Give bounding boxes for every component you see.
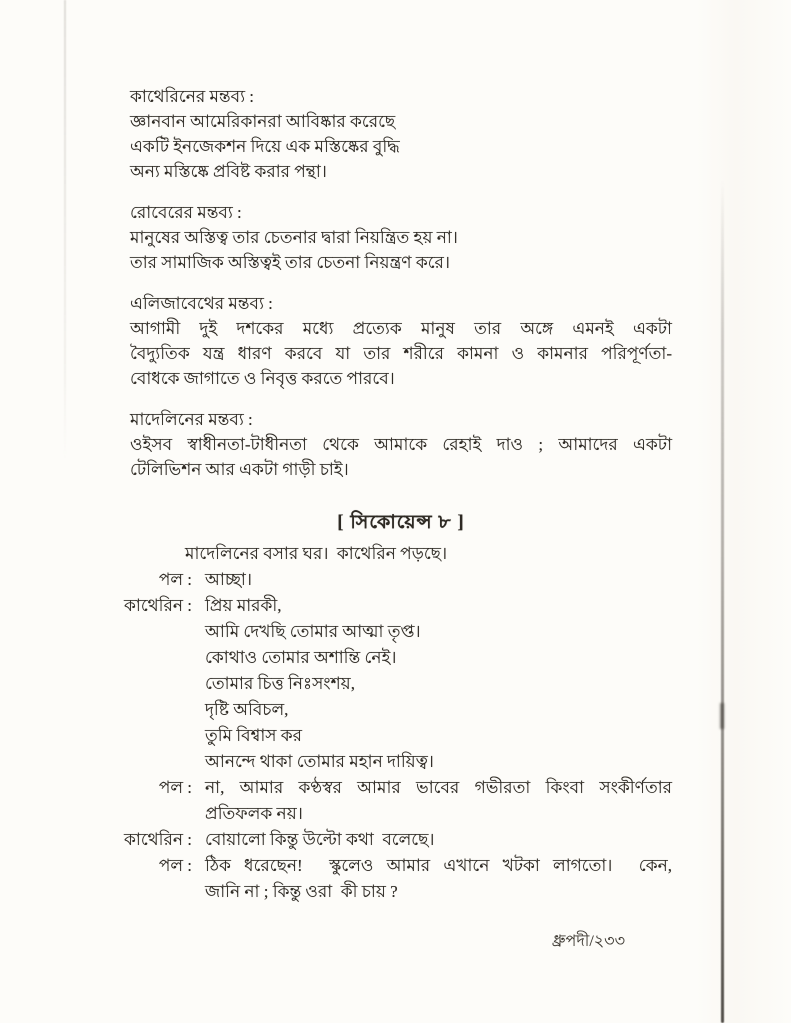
comment-section-madeleine <box>130 407 672 482</box>
dialogue-line: বোয়ালো কিন্তু উল্টো কথা বলেছে। <box>205 830 435 849</box>
speaker-label: কাথেরিন : <box>124 830 192 849</box>
sequence-header: [ সিকোয়েন্স ৮ ] <box>337 512 465 533</box>
speaker-label: পল : <box>158 778 192 797</box>
comment-section-katherine <box>130 84 672 184</box>
dialogue-block <box>118 567 672 905</box>
comment-line: টেলিভিশন আর একটা গাড়ী চাই। <box>130 460 349 479</box>
comment-heading: কাথেরিনের মন্তব্য : <box>130 87 254 106</box>
dialogue-line: ঠিক ধরেছেন! স্কুলেও আমার এখানে খটকা লাগতো। কেন, <box>205 856 672 875</box>
page-footer-number: ধ্রুপদী/২৩৩ <box>551 933 625 950</box>
comment-line: অন্য মস্তিষ্কে প্রবিষ্ট করার পন্থা। <box>130 162 327 181</box>
dialogue-line: দৃষ্টি অবিচল, <box>205 700 289 719</box>
comment-line: বোধকে জাগাতে ও নিবৃত্ত করতে পারবে। <box>130 369 395 388</box>
dialogue-line: কোথাও তোমার অশান্তি নেই। <box>205 648 397 667</box>
stage-direction: মাদেলিনের বসার ঘর। কাথেরিন পড়ছে। <box>185 544 448 563</box>
comment-section-robert <box>130 200 672 275</box>
right-page-edge-scan-artifact <box>721 180 724 1023</box>
comment-line: জ্ঞানবান আমেরিকানরা আবিষ্কার করেছে <box>130 112 396 131</box>
comment-line: ওইসব স্বাধীনতা-টাধীনতা থেকে আমাকে রেহাই দাও ; আমাদের একটা <box>130 435 672 454</box>
dialogue-line: আনন্দে থাকা তোমার মহান দায়িত্ব। <box>205 752 434 771</box>
comment-heading: এলিজাবেথের মন্তব্য : <box>130 294 273 313</box>
dialogue-line: না, আমার কণ্ঠস্বর আমার ভাবের গভীরতা কিংবা সংকীর্ণতার <box>205 778 672 797</box>
comment-line: তার সামাজিক অস্তিত্বই তার চেতনা নিয়ন্ত্রণ করে। <box>130 253 450 272</box>
dialogue-line: প্রতিফলক নয়। <box>205 804 303 823</box>
comment-section-elizabeth <box>130 291 672 391</box>
dialogue-row <box>118 775 672 827</box>
dialogue-text <box>205 593 672 775</box>
dialogue-line: জানি না ; কিন্তু ওরা কী চায় ? <box>205 882 398 901</box>
dialogue-line: তুমি বিশ্বাস কর <box>205 726 302 745</box>
dialogue-text <box>205 775 672 827</box>
dialogue-text <box>205 827 672 853</box>
comment-heading: মাদেলিনের মন্তব্য : <box>130 410 253 429</box>
dialogue-line: আমি দেখছি তোমার আত্মা তৃপ্ত। <box>205 622 421 641</box>
comment-heading: রোবেরের মন্তব্য : <box>130 203 242 222</box>
dialogue-text <box>205 853 672 905</box>
speaker-label: কাথেরিন : <box>124 596 192 615</box>
dialogue-row <box>118 827 672 853</box>
dialogue-line: তোমার চিত্ত নিঃসংশয়, <box>205 674 355 693</box>
left-fold-scan-artifact <box>64 0 66 460</box>
speaker-label: পল : <box>158 570 192 589</box>
comment-line: বৈদ্যুতিক যন্ত্র ধারণ করবে যা তার শরীরে কামনা ও কামনার পরিপূর্ণতা- <box>130 344 672 363</box>
comment-line: মানুষের অস্তিত্ব তার চেতনার দ্বারা নিয়ন্ত্রিত হয় না। <box>130 228 458 247</box>
comment-line: একটি ইনজেকশন দিয়ে এক মস্তিষ্কের বুদ্ধি <box>130 137 400 156</box>
dialogue-row <box>118 593 672 775</box>
speaker-label: পল : <box>158 856 192 875</box>
comment-line: আগামী দুই দশকের মধ্যে প্রত্যেক মানুষ তার অঙ্গে এমনই একটা <box>130 319 672 338</box>
page-content <box>124 84 672 905</box>
dialogue-row <box>118 853 672 905</box>
dialogue-row <box>118 567 672 593</box>
dialogue-line: প্রিয় মারকী, <box>205 596 282 615</box>
dialogue-text <box>205 567 672 593</box>
dialogue-line: আচ্ছা। <box>205 570 252 589</box>
